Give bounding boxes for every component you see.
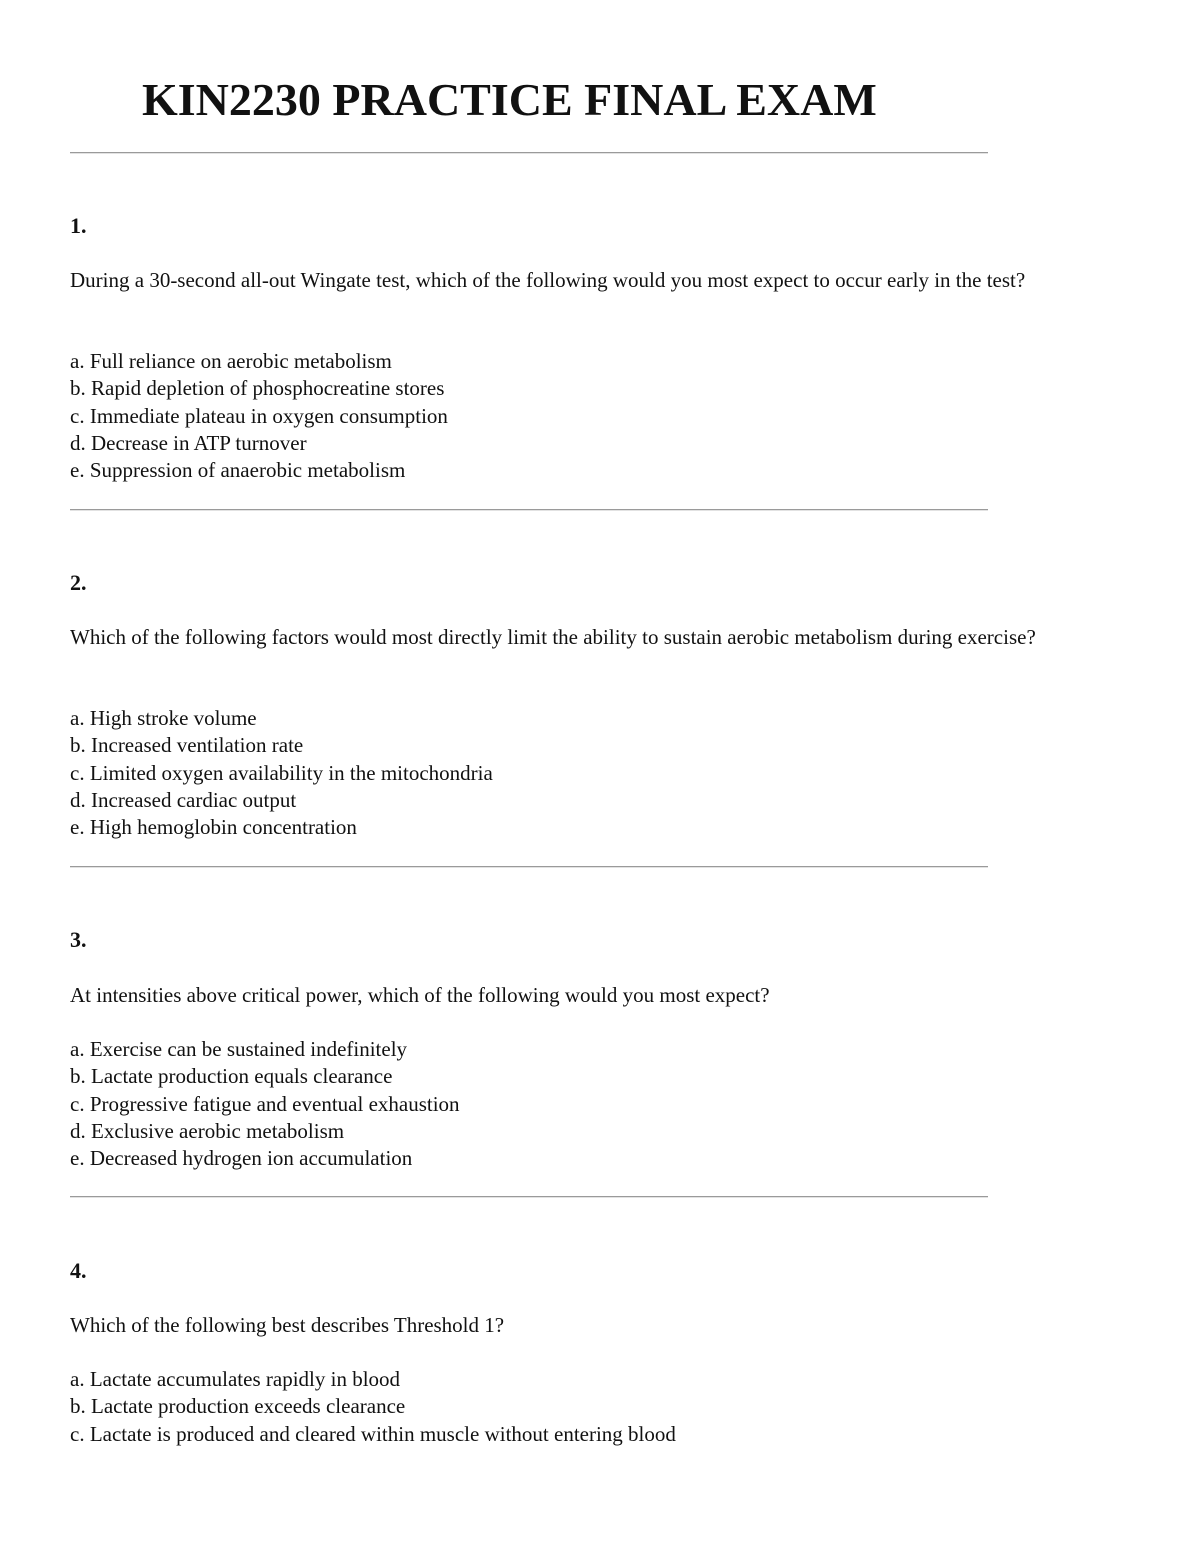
option-e: e. Decreased hydrogen ion accumulation [70,1146,413,1171]
question-text: During a 30-second all-out Wingate test, which of the following would you most expect to occur early in the test? [70,268,1026,292]
option-c: c. Limited oxygen availability in the mitochondria [70,760,493,785]
divider [70,1196,988,1198]
option-a: a. Exercise can be sustained indefinitely [70,1037,408,1061]
option-a: a. Lactate accumulates rapidly in blood [70,1367,401,1391]
question-number: 2. [70,570,87,595]
question-text: Which of the following best describes Threshold 1? [70,1313,505,1337]
option-c: c. Lactate is produced and cleared within muscle without entering blood [70,1421,676,1446]
question-text: Which of the following factors would most directly limit the ability to sustain aerobic metabolism during exercise? [70,625,1036,649]
option-e: e. Suppression of anaerobic metabolism [70,458,406,483]
option-d: d. Increased cardiac output [70,787,297,812]
option-d: d. Decrease in ATP turnover [70,430,307,455]
option-d: d. Exclusive aerobic metabolism [70,1118,345,1143]
question-text: At intensities above critical power, which of the following would you most expect? [70,983,770,1007]
answer-options [70,705,493,841]
exam-title: KIN2230 PRACTICE FINAL EXAM [142,74,877,125]
option-e: e. High hemoglobin concentration [70,815,357,840]
divider [70,152,988,154]
divider [70,866,988,868]
divider [70,509,988,511]
option-c: c. Immediate plateau in oxygen consumption [70,403,448,428]
question-number: 4. [70,1258,87,1283]
option-c: c. Progressive fatigue and eventual exhaustion [70,1091,460,1116]
answer-options [70,348,448,484]
option-a: a. High stroke volume [70,706,257,730]
answer-options [70,1036,460,1172]
option-b: b. Lactate production exceeds clearance [70,1394,406,1419]
option-b: b. Increased ventilation rate [70,733,304,758]
option-b: b. Rapid depletion of phosphocreatine stores [70,376,445,401]
question-number: 3. [70,927,87,952]
question-number: 1. [70,213,87,238]
option-a: a. Full reliance on aerobic metabolism [70,349,392,373]
answer-options [70,1366,676,1448]
option-b: b. Lactate production equals clearance [70,1064,393,1089]
